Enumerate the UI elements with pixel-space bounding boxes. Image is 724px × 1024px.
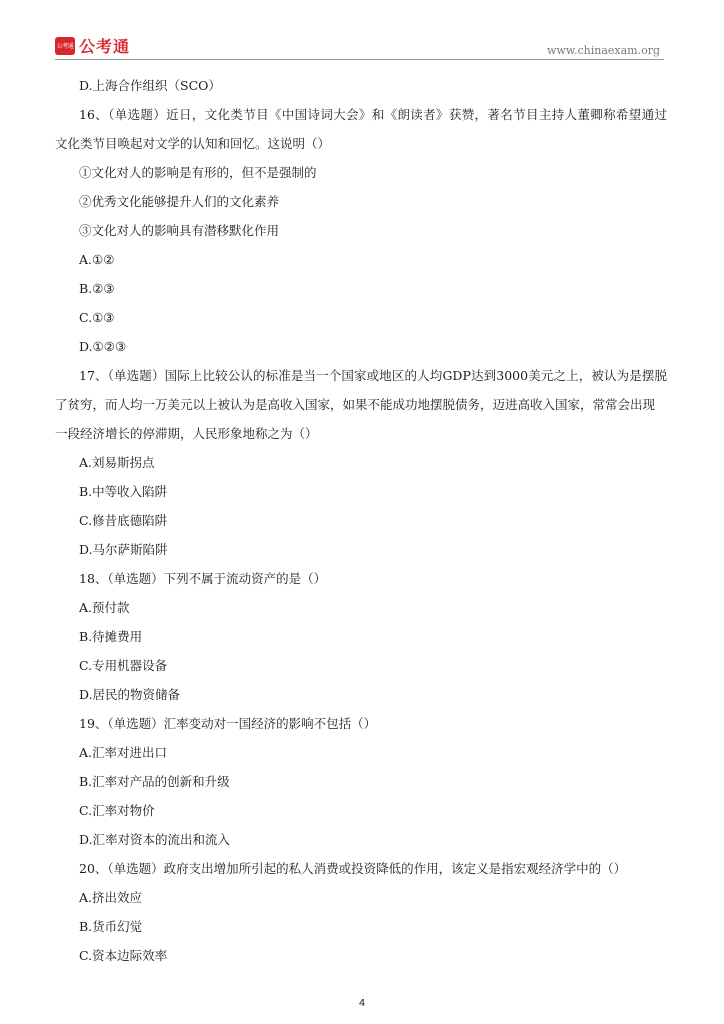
text-line: D.①②③ [79,339,127,354]
text-line: A.汇率对进出口 [79,745,168,760]
text-line: D.马尔萨斯陷阱 [79,542,168,557]
text-line: C.专用机器设备 [79,658,168,673]
text-line: B.待摊费用 [79,629,143,644]
text-line: A.①② [79,252,115,267]
site-url: www.chinaexam.org [547,44,660,57]
logo-badge-icon: 公考通 [55,37,75,55]
question-paragraph [55,107,667,152]
brand-logo [55,34,130,57]
text-line: C.①③ [79,310,115,325]
text-line: ③文化对人的影响具有潜移默化作用 [79,223,280,238]
page-number: 4 [358,998,366,1009]
question-line: 17、（单选题）国际上比较公认的标准是当一个国家或地区的人均GDP达到3000美元之上，被认为是摆脱 [79,368,667,383]
logo-text: 公考通 [79,37,131,56]
question-line: 16、（单选题）近日，文化类节目《中国诗词大会》和《朗读者》获赞，著名节目主持人董卿称希望通过 [79,107,667,122]
text-line: C.修昔底德陷阱 [79,513,168,528]
header-divider [55,59,664,60]
text-line: A.刘易斯拐点 [79,455,155,470]
text-line: 20、（单选题）政府支出增加所引起的私人消费或投资降低的作用，该定义是指宏观经济学中的（） [79,861,627,876]
text-line: B.汇率对产品的创新和升级 [79,774,230,789]
text-line: A.挤出效应 [79,890,143,905]
question-line: 一段经济增长的停滞期，人民形象地称之为（） [55,426,318,441]
text-line: D.居民的物资储备 [79,687,181,702]
text-line: B.货币幻觉 [79,919,143,934]
text-line: B.中等收入陷阱 [79,484,168,499]
question-line: 了贫穷，而人均一万美元以上被认为是高收入国家，如果不能成功地摆脱债务，迈进高收入国家，常常会出现 [55,397,656,412]
text-line: D.汇率对资本的流出和流入 [79,832,231,847]
text-line: D.上海合作组织（SCO） [79,78,221,93]
question-line: 文化类节目唤起对文学的认知和回忆。这说明（） [55,136,331,151]
text-line: B.②③ [79,281,115,296]
document-body [55,78,667,977]
text-line: ②优秀文化能够提升人们的文化素养 [79,194,280,209]
text-line: ①文化对人的影响是有形的，但不是强制的 [79,165,317,180]
question-paragraph [55,368,667,442]
text-line: 18、（单选题）下列不属于流动资产的是（） [79,571,327,586]
text-line: 19、（单选题）汇率变动对一国经济的影响不包括（） [79,716,377,731]
page-header [0,0,724,62]
text-line: C.汇率对物价 [79,803,155,818]
text-line: C.资本边际效率 [79,948,168,963]
text-line: A.预付款 [79,600,130,615]
